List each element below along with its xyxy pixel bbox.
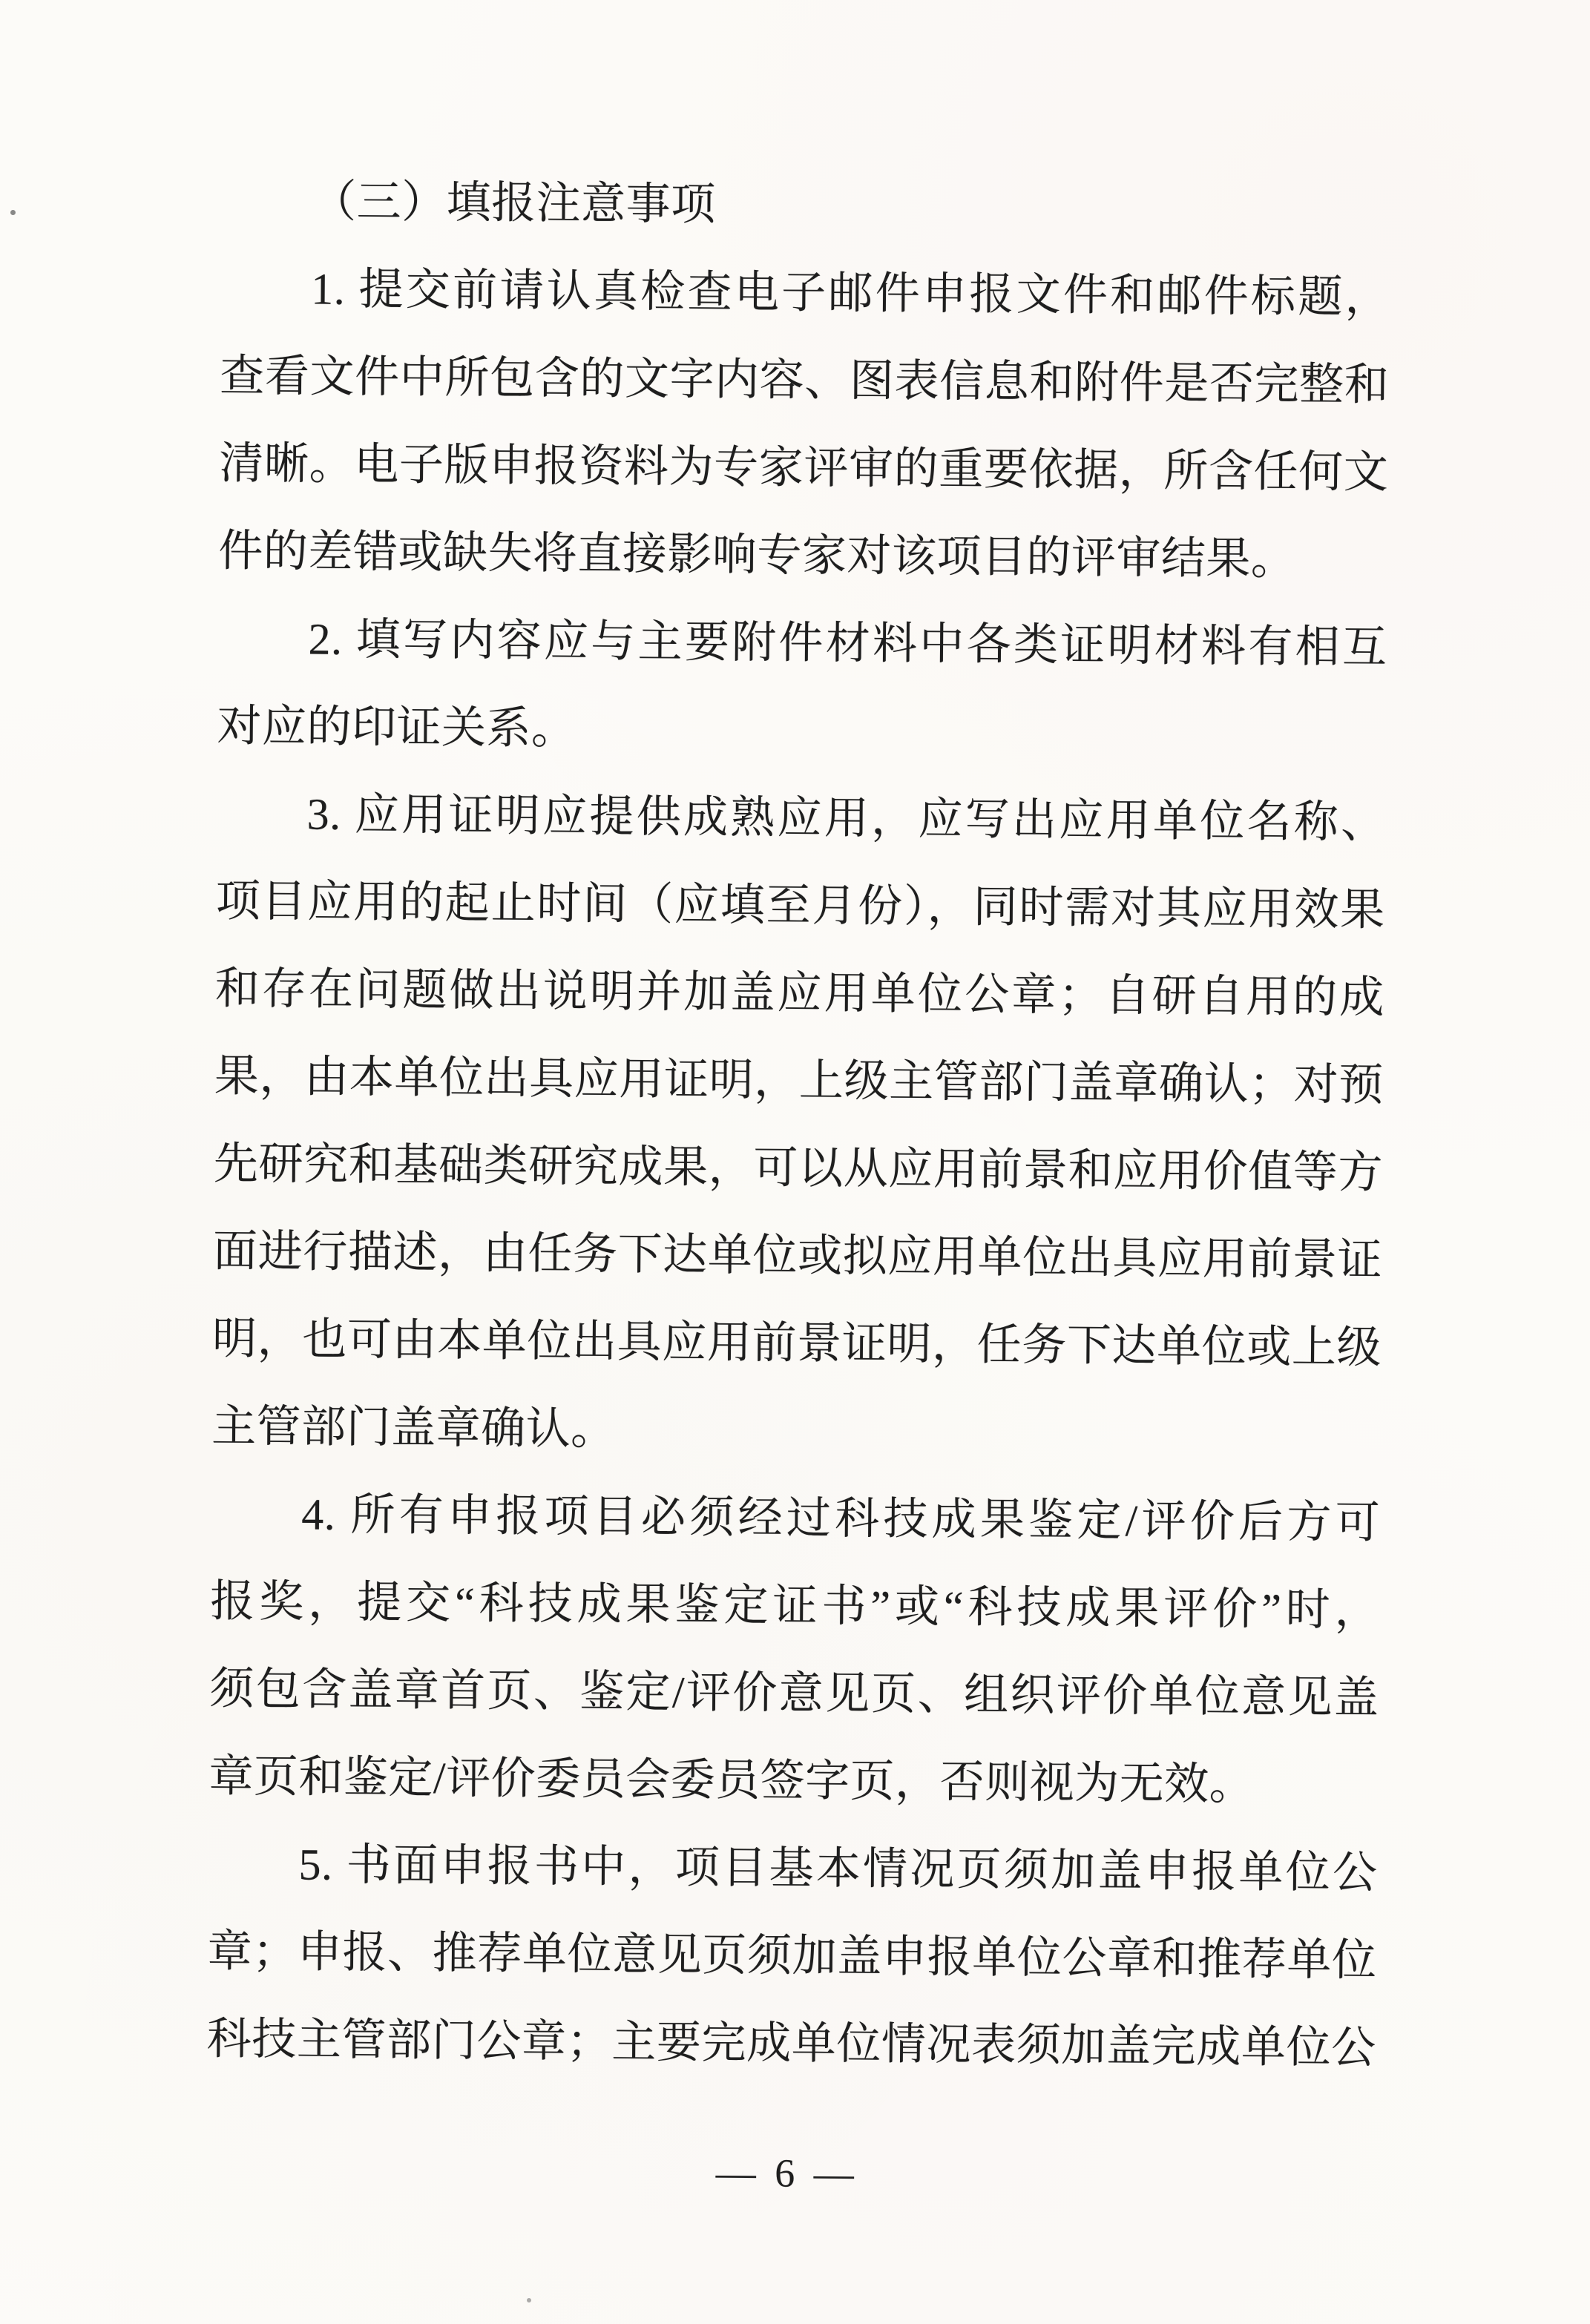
- text-line: 件的差错或缺失将直接影响专家对该项目的评审结果。: [218, 526, 1296, 584]
- text-line: 面进行描述，由任务下达单位或拟应用单位出具应用前景证: [212, 1226, 1383, 1285]
- text-line: 明，也可由本单位出具应用前景证明，任务下达单位或上级: [211, 1314, 1382, 1372]
- scan-artifact-dot: [10, 210, 16, 215]
- text-line: 章页和鉴定/评价委员会委员签字页，否则视为无效。: [208, 1751, 1255, 1809]
- text-line: 先研究和基础类研究成果，可以从应用前景和应用价值等方: [213, 1139, 1384, 1197]
- text-line: 章；申报、推荐单位意见页须加盖申报单位公章和推荐单位: [207, 1926, 1377, 1985]
- text-line: 科技主管部门公章；主要完成单位情况表须加盖完成单位公: [206, 2014, 1376, 2073]
- page-number-footer: — 6 —: [715, 2150, 859, 2196]
- text-line: 3. 应用证明应提供成熟应用，应写出应用单位名称、: [306, 789, 1386, 847]
- text-line: 对应的印证关系。: [217, 701, 576, 754]
- text-line: 主管部门盖章确认。: [211, 1401, 616, 1454]
- text-line: 4. 所有申报项目必须经过科技成果鉴定/评价后方可: [300, 1489, 1381, 1547]
- text-line: 查看文件中所包含的文字内容、图表信息和附件是否完整和: [220, 351, 1390, 409]
- text-block: [206, 157, 1390, 2092]
- text-line: 1. 提交前请认真检查电子邮件申报文件和邮件标题，: [310, 264, 1390, 322]
- text-line: 须包含盖章首页、鉴定/评价意见页、组织评价单位意见盖: [209, 1664, 1379, 1722]
- text-line: 和存在问题做出说明并加盖应用单位公章；自研自用的成: [214, 964, 1385, 1022]
- scan-artifact-dot: [527, 2298, 531, 2302]
- text-line: 项目应用的起止时间（应填至月份），同时需对其应用效果: [215, 876, 1385, 935]
- text-line: 报奖，提交“科技成果鉴定证书”或“科技成果评价”时，: [210, 1576, 1380, 1635]
- text-line: 果，由本单位出具应用证明，上级主管部门盖章确认；对预: [214, 1051, 1384, 1110]
- text-line: 清晰。电子版申报资料为专家评审的重要依据，所含任何文: [219, 438, 1389, 497]
- text-line: 5. 书面申报书中，项目基本情况页须加盖申报单位公: [298, 1840, 1378, 1897]
- section-heading: （三）填报注意事项: [311, 177, 716, 229]
- text-line: 2. 填写内容应与主要附件材料中各类证明材料有相互: [308, 614, 1387, 672]
